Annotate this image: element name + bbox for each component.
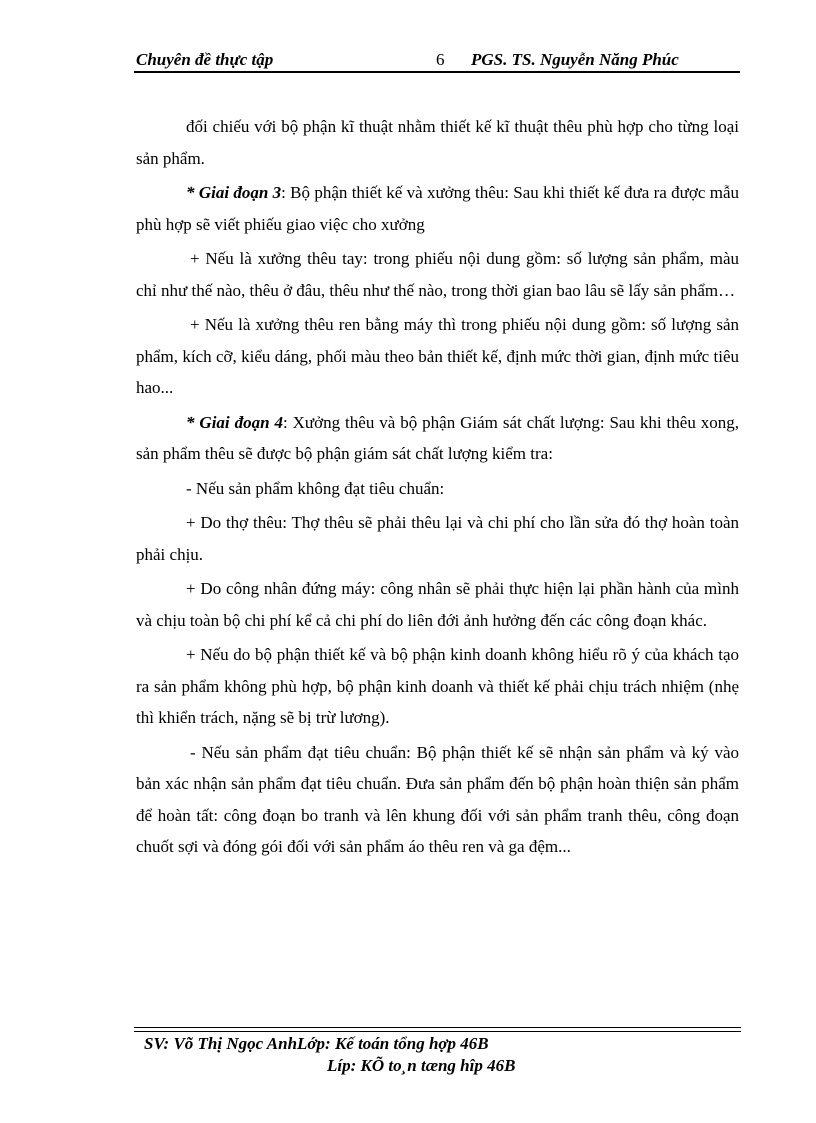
paragraph-5: [136, 407, 739, 470]
stage-4-label: * Giai đoạn 4: [186, 412, 283, 432]
paragraph-4: + Nếu là xưởng thêu ren bằng máy thì trong phiếu nội dung gồm: số lượng sản phẩm, kích cỡ, kiểu dáng, phối màu theo bản thiết kế, định mức thời gian, định mức tiêu hao...: [136, 315, 739, 397]
paragraph-10: - Nếu sản phẩm đạt tiêu chuẩn: Bộ phận thiết kế sẽ nhận sản phẩm và ký vào bản xác nhận sản phẩm đạt tiêu chuẩn. Đưa sản phẩm đến bộ phận hoàn thiện sản phẩm để hoàn tất: công đoạn bo tranh và lên khung đối với sản phẩm tranh thêu, công đoạn chuốt sợi và đóng gói đối với sản phẩm áo thêu ren và ga đệm...: [136, 742, 739, 856]
paragraph-7: + Do thợ thêu: Thợ thêu sẽ phải thêu lại và chi phí cho lần sửa đó thợ hoàn toàn phải chịu.: [136, 513, 739, 564]
footer-rule-top: [134, 1027, 741, 1028]
page-footer: [144, 1033, 515, 1077]
stage-3-text: : Bộ phận thiết kế và xưởng thêu: Sau khi thiết kế đưa ra được mẫu phù hợp sẽ viết phiếu giao việc cho xưởng: [136, 183, 739, 234]
page-number: 6: [436, 50, 445, 69]
header-author: PGS. TS. Nguyễn Năng Phúc: [471, 50, 679, 69]
footer-rule-bottom: [134, 1031, 741, 1032]
footer-line-1: SV: Võ Thị Ngọc AnhLớp: Kế toán tổng hợp 46B: [144, 1034, 489, 1053]
paragraph-6: - Nếu sản phẩm không đạt tiêu chuẩn:: [186, 478, 445, 498]
paragraph-2: [136, 177, 739, 240]
paragraph-8: + Do công nhân đứng máy: công nhân sẽ phải thực hiện lại phần hành của mình và chịu toàn bộ chi phí kể cả chi phí do liên đới ảnh hưởng đến các công đoạn khác.: [136, 579, 739, 630]
header-rule: [134, 71, 740, 73]
footer-line-2: Líp: KÕ to¸n tæng hîp 46B: [327, 1056, 516, 1075]
paragraph-1: đối chiếu với bộ phận kĩ thuật nhằm thiết kế kĩ thuật thêu phù hợp cho từng loại sản phẩm.: [136, 117, 739, 168]
document-body: [136, 111, 739, 866]
stage-3-label: * Giai đoạn 3: [186, 183, 282, 202]
header-title: Chuyên đề thực tập: [136, 50, 274, 69]
stage-4-text: : Xưởng thêu và bộ phận Giám sát chất lượng: Sau khi thêu xong, sản phẩm thêu sẽ được bộ phận giám sát chất lượng kiểm tra:: [136, 412, 740, 463]
paragraph-3: + Nếu là xưởng thêu tay: trong phiếu nội dung gồm: số lượng sản phẩm, màu chỉ như thế nào, thêu ở đâu, thêu như thế nào, trong thời gian bao lâu sẽ lấy sản phẩm…: [136, 249, 739, 300]
page-header: [134, 46, 740, 72]
paragraph-9: + Nếu do bộ phận thiết kế và bộ phận kinh doanh không hiểu rõ ý của khách tạo ra sản phẩm không phù hợp, bộ phận kinh doanh và thiết kế phải chịu trách nhiệm (nhẹ thì khiển trách, nặng sẽ bị trừ lương).: [136, 645, 739, 727]
